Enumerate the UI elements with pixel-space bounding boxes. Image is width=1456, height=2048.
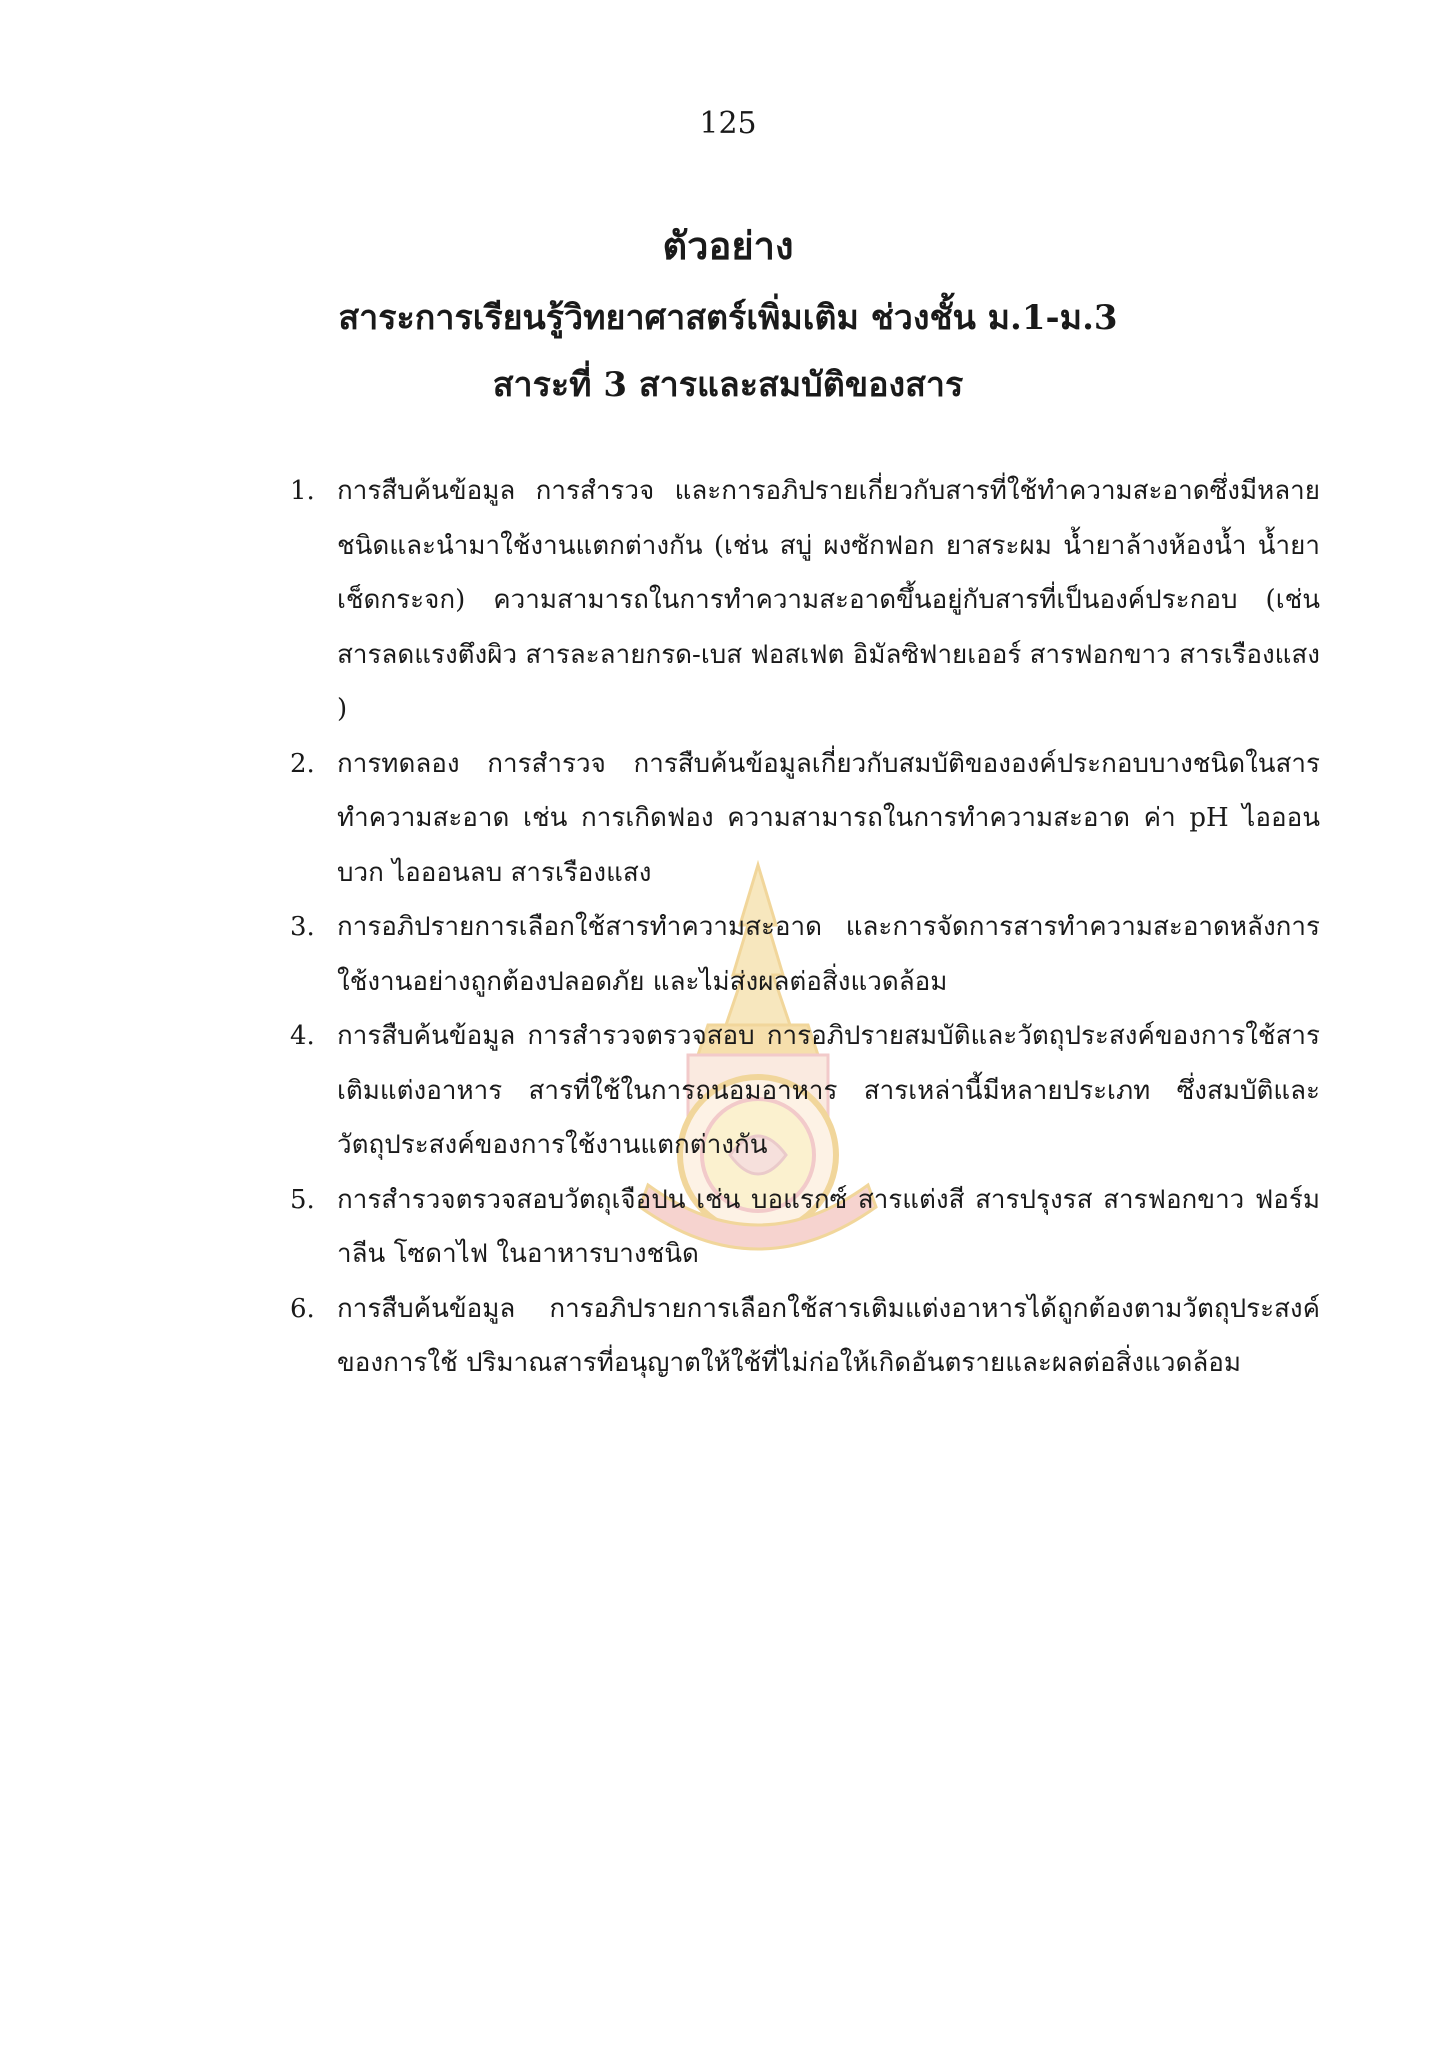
content-list xyxy=(290,464,1320,1391)
list-item xyxy=(290,1009,1320,1173)
list-item xyxy=(290,1173,1320,1282)
list-item xyxy=(290,464,1320,737)
list-item-text: การสืบค้นข้อมูล การอภิปรายการเลือกใช้สารเติมแต่งอาหารได้ถูกต้องตามวัตถุประสงค์ของการใช้ ปริมาณสารที่อนุญาตให้ใช้ที่ไม่ก่อให้เกิดอันตรายและผลต่อสิ่งแวดล้อม xyxy=(337,1293,1320,1378)
list-item-number: 6. xyxy=(290,1293,315,1324)
list-item xyxy=(290,737,1320,901)
list-item xyxy=(290,1282,1320,1391)
list-item-text: การสืบค้นข้อมูล การสำรวจตรวจสอบ การอภิปรายสมบัติและวัตถุประสงค์ของการใช้สารเติมแต่งอาหาร สารที่ใช้ในการถนอมอาหาร สารเหล่านี้มีหลายประเภท ซึ่งสมบัติและวัตถุประสงค์ของการใช้งานแตกต่างกัน xyxy=(337,1021,1320,1160)
heading-topic: สาระที่ 3 สารและสมบัติของสาร xyxy=(492,365,964,405)
page-number: 125 xyxy=(699,106,757,141)
list-item-number: 5. xyxy=(290,1184,315,1215)
list-item-text: การสำรวจตรวจสอบวัตถุเจือปน เช่น บอแรกซ์ สารแต่งสี สารปรุงรส สารฟอกขาว ฟอร์มาลีน โซดาไฟ ในอาหารบางชนิด xyxy=(337,1184,1320,1269)
list-item-number: 1. xyxy=(290,476,315,506)
heading-title: ตัวอย่าง xyxy=(662,223,794,268)
list-item-text: การสืบค้นข้อมูล การสำรวจ และการอภิปรายเกี่ยวกับสารที่ใช้ทำความสะอาดซึ่งมีหลายชนิดและนำมาใช้งานแตกต่างกัน (เช่น สบู่ ผงซักฟอก ยาสระผม น้ำยาล้างห้องน้ำ น้ำยาเช็ดกระจก) ความสามารถในการทำความสะอาดขึ้นอยู่กับสารที่เป็นองค์ประกอบ (เช่น สารลดแรงตึงผิว สารละลายกรด-เบส ฟอสเฟต อิมัลซิฟายเออร์ สารฟอกขาว สารเรืองแสง ) xyxy=(337,476,1320,724)
list-item-text: การอภิปรายการเลือกใช้สารทำความสะอาด และการจัดการสารทำความสะอาดหลังการใช้งานอย่างถูกต้องปลอดภัย และไม่ส่งผลต่อสิ่งแวดล้อม xyxy=(337,912,1320,997)
list-item-number: 2. xyxy=(290,748,315,779)
list-item-number: 4. xyxy=(290,1021,315,1051)
heading-subtitle: สาระการเรียนรู้วิทยาศาสตร์เพิ่มเติม ช่วงชั้น ม.1-ม.3 xyxy=(338,298,1118,338)
list-item xyxy=(290,900,1320,1009)
list-item-number: 3. xyxy=(290,912,315,942)
list-item-text: การทดลอง การสำรวจ การสืบค้นข้อมูลเกี่ยวกับสมบัติขององค์ประกอบบางชนิดในสารทำความสะอาด เช่น การเกิดฟอง ความสามารถในการทำความสะอาด ค่า pH ไอออนบวก ไอออนลบ สารเรืองแสง xyxy=(337,748,1320,888)
